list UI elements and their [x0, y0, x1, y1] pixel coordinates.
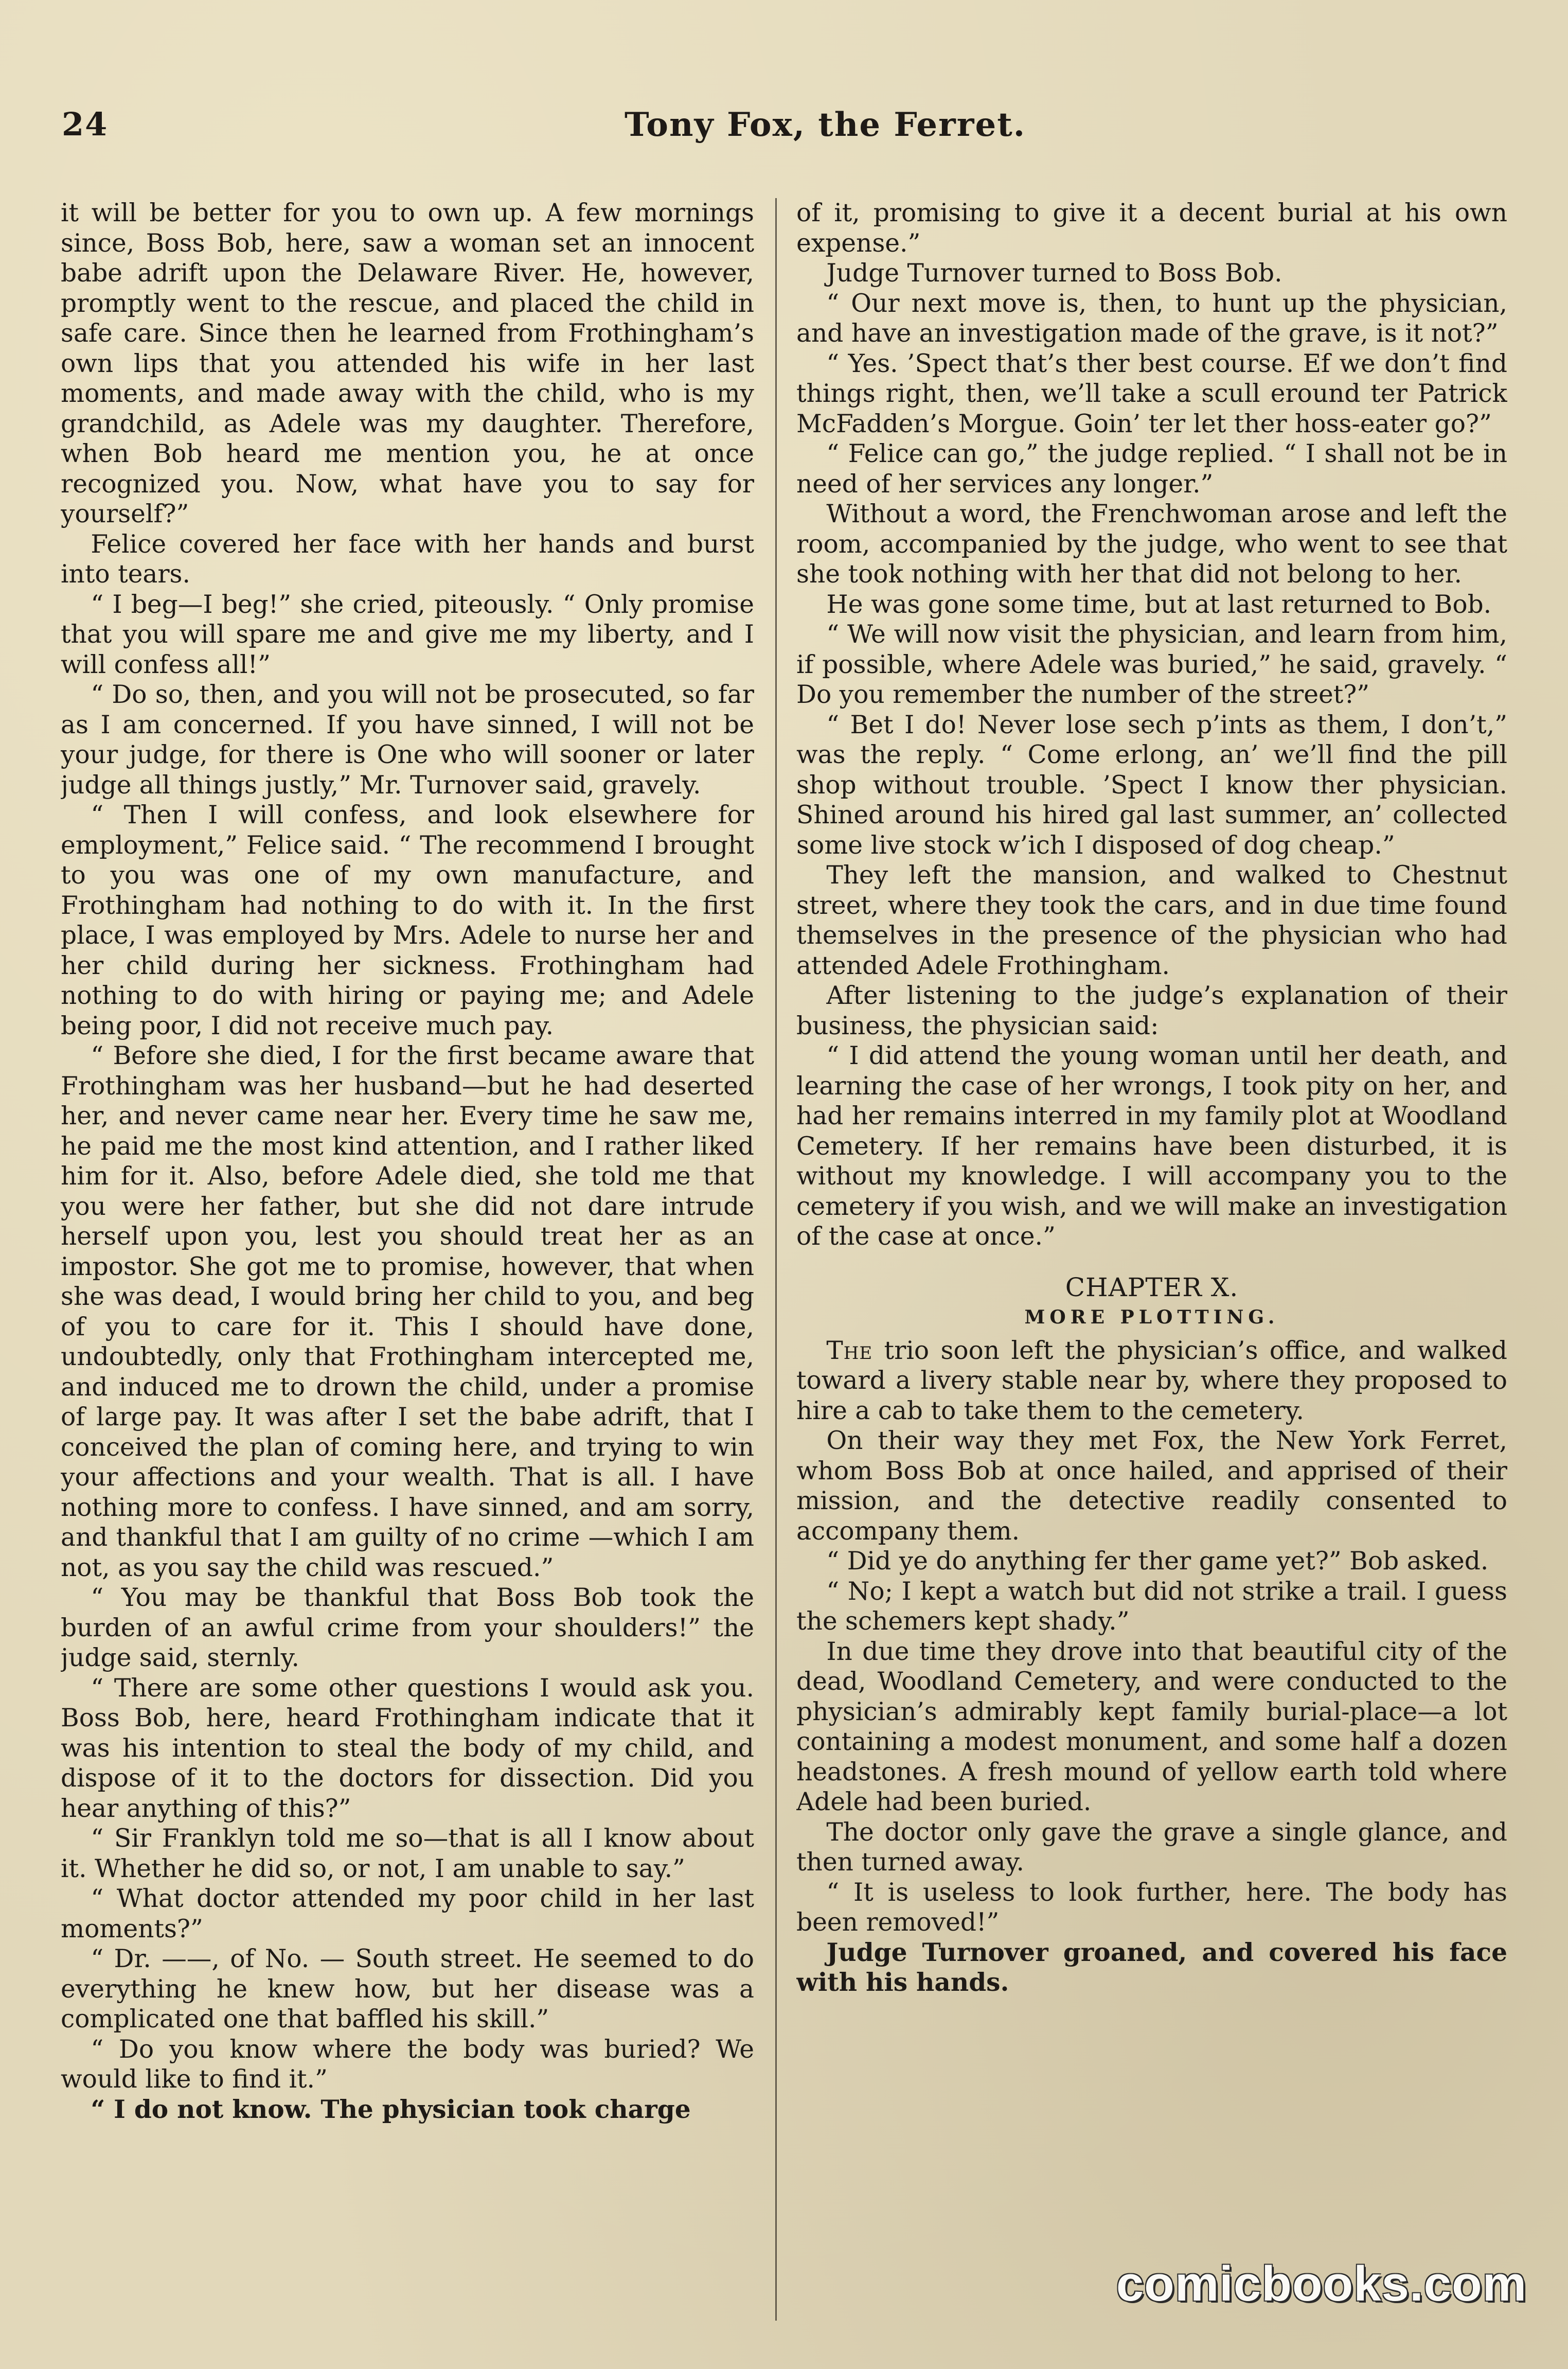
running-title: Tony Fox, the Ferret. — [624, 105, 1026, 144]
paragraph: “ You may be thankful that Boss Bob took the burden of an awful crime from your shoulders!” the judge said, sternly. — [61, 1583, 754, 1672]
paragraph: “ There are some other questions I would ask you. Boss Bob, here, heard Frothingham indicate that it was his intention to steal the body of my child, and dispose of it to the doctors for dissection. Did you hear anything of this?” — [61, 1673, 754, 1823]
paragraph: “ We will now visit the physician, and learn from him, if possible, where Adele was buried,” he said, gravely. “ Do you remember the number of the street?” — [796, 620, 1507, 709]
paragraph: “ Then I will confess, and look elsewhere for employment,” Felice said. “ The recommend I brought to you was one of my own manufacture, and Frothingham had nothing to do with it. In the first place, I was employed by Mrs. Adele to nurse her and her child during her sickness. Frothingham had nothing to do with hiring or paying me; and Adele being poor, I did not receive much pay. — [61, 801, 754, 1040]
paragraph: “ Do so, then, and you will not be prosecuted, so far as I am concerned. If you have sinned, I will not be your judge, for there is One who will sooner or later judge all things justly,” Mr. Turnover said, gravely. — [61, 680, 754, 800]
paragraph: “ Sir Franklyn told me so—that is all I know about it. Whether he did so, or not, I am unable to say.” — [61, 1824, 754, 1883]
paragraph: it will be better for you to own up. A few mornings since, Boss Bob, here, saw a woman set an innocent babe adrift upon the Delaware River. He, however, promptly went to the rescue, and placed the child in safe care. Since then he learned from Frothingham’s own lips that you attended his wife in her last moments, and made away with the child, who is my grandchild, as Adele was my daughter. Therefore, when Bob heard me mention you, he at once recognized you. Now, what have you to say for yourself?” — [61, 199, 754, 528]
paragraph: “ No; I kept a watch but did not strike a trail. I guess the schemers kept shady.” — [796, 1577, 1507, 1636]
left-column — [61, 198, 754, 2323]
paragraph: Felice covered her face with her hands and burst into tears. — [61, 529, 754, 589]
paragraph: “ What doctor attended my poor child in her last moments?” — [61, 1884, 754, 1943]
paragraph: “ Do you know where the body was buried? We would like to find it.” — [61, 2035, 754, 2094]
paragraph: “ Before she died, I for the first became aware that Frothingham was her husband—but he had deserted her, and never came near her. Every time he saw me, he paid me the most kind attention, and I rather liked him for it. Also, before Adele died, she told me that you were her father, but she did not dare intrude herself upon you, lest you should treat her as an impostor. She got me to promise, however, that when she was dead, I would bring her child to you, and beg of you to care for it. This I should have done, undoubtedly, only that Frothingham intercepted me, and induced me to drown the child, under a promise of large pay. It was after I set the babe adrift, that I conceived the plan of coming here, and trying to win your affections and your wealth. That is all. I have nothing more to confess. I have sinned, and am sorry, and thankful that I am guilty of no crime —which I am not, as you say the child was rescued.” — [61, 1041, 754, 1582]
column-divider — [775, 198, 777, 2321]
chapter-subtitle: MORE PLOTTING. — [1024, 1306, 1279, 1328]
paragraph: In due time they drove into that beautiful city of the dead, Woodland Cemetery, and were conducted to the physician’s admirably kept family burial-place—a lot containing a modest monument, and some half a dozen headstones. A fresh mound of yellow earth told where Adele had been buried. — [796, 1637, 1507, 1816]
paragraph: On their way they met Fox, the New York Ferret, whom Boss Bob at once hailed, and apprised of their mission, and the detective readily consented to accompany them. — [796, 1426, 1507, 1546]
watermark: comicbooks.com — [1116, 2256, 1527, 2311]
paragraph: “ I do not know. The physician took charge — [91, 2094, 691, 2124]
chapter-first-paragraph — [796, 1336, 1507, 1426]
paragraph: He was gone some time, but at last returned to Bob. — [826, 590, 1492, 619]
paragraph: “ Yes. ’Spect that’s ther best course. Ef we don’t find things right, then, we’ll take a scull eround ter Patrick McFadden’s Morgue. Goin’ ter let ther hoss-eater go?” — [796, 349, 1507, 438]
paragraph: “ Our next move is, then, to hunt up the physician, and have an investigation made of the grave, is it not?” — [796, 289, 1507, 348]
paragraph: Without a word, the Frenchwoman arose and left the room, accompanied by the judge, who went to see that she took nothing with her that did not belong to her. — [796, 500, 1507, 589]
paragraph: They left the mansion, and walked to Chestnut street, where they took the cars, and in due time found themselves in the presence of the physician who had attended Adele Frothingham. — [796, 861, 1507, 980]
paragraph: “ It is useless to look further, here. The body has been removed!” — [796, 1878, 1507, 1937]
paragraph: “ I beg—I beg!” she cried, piteously. “ Only promise that you will spare me and give me my liberty, and I will confess all!” — [61, 590, 754, 679]
right-column — [796, 198, 1507, 2323]
paragraph: Judge Turnover groaned, and covered his face with his hands. — [796, 1937, 1507, 1997]
paragraph: of it, promising to give it a decent burial at his own expense.” — [796, 199, 1507, 258]
chapter-first-paragraph-text: trio soon left the physician’s office, and walked toward a livery stable near by, where they proposed to hire a cab to take them to the cemetery. — [796, 1336, 1507, 1425]
page-header — [51, 105, 1517, 147]
paragraph: “ Bet I do! Never lose sech p’ints as them, I don’t,” was the reply. “ Come erlong, an’ we’ll find the pill shop without trouble. ’Spect I know ther physician. Shined around his hired gal last summer, an’ collected some live stock w’ich I disposed of dog cheap.” — [796, 710, 1507, 860]
paragraph: “ Dr. ——, of No. — South street. He seemed to do everything he knew how, but her disease was a complicated one that baffled his skill.” — [61, 1944, 754, 2034]
paragraph: “ I did attend the young woman until her death, and learning the case of her wrongs, I took pity on her, and had her remains interred in my family plot at Woodland Cemetery. If her remains have been disturbed, it is without my knowledge. I will accompany you to the cemetery if you wish, and we will make an investigation of the case at once.” — [796, 1041, 1507, 1251]
paragraph: The doctor only gave the grave a single glance, and then turned away. — [796, 1817, 1507, 1877]
paragraph: “ Felice can go,” the judge replied. “ I shall not be in need of her services any longer.” — [796, 439, 1507, 499]
chapter-first-word: The — [826, 1336, 873, 1365]
page-number: 24 — [62, 105, 109, 143]
paragraph: After listening to the judge’s explanation of their business, the physician said: — [796, 981, 1507, 1040]
paragraph: Judge Turnover turned to Boss Bob. — [826, 259, 1282, 288]
chapter-heading: CHAPTER X. — [1065, 1272, 1239, 1302]
paragraph: “ Did ye do anything fer ther game yet?” Bob asked. — [826, 1547, 1489, 1576]
